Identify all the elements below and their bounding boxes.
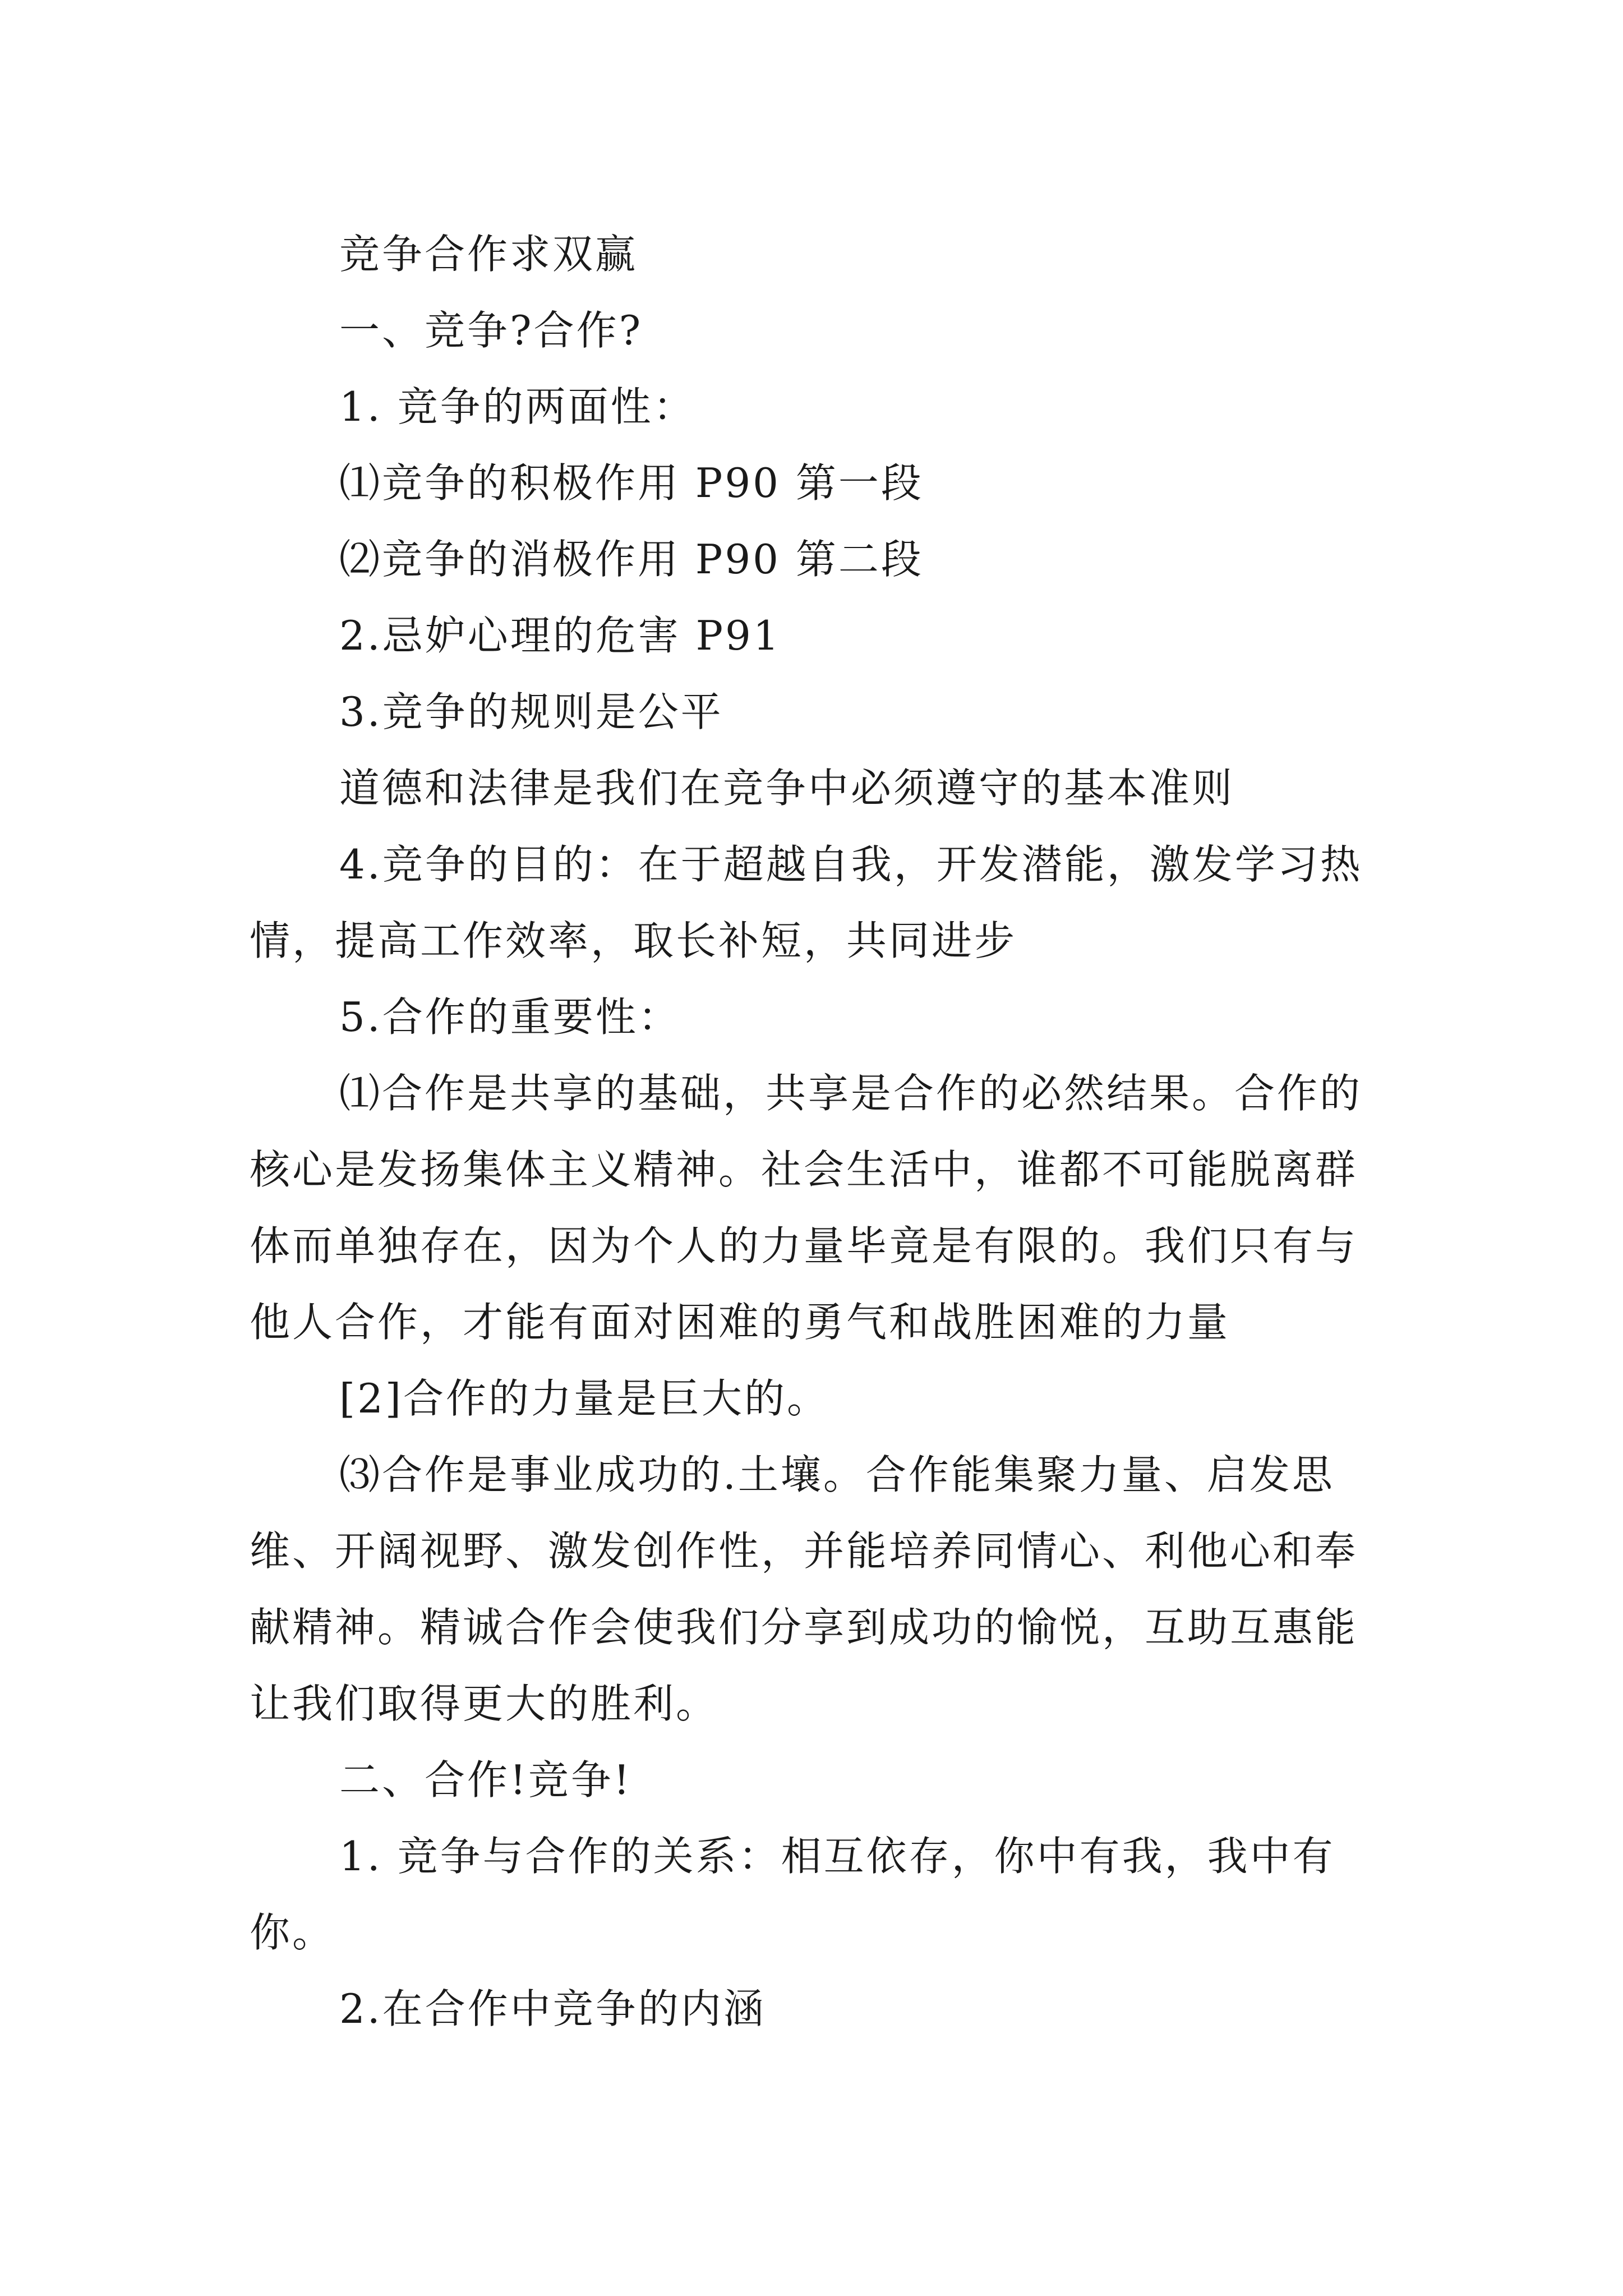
section-1-item-3-note: 道德和法律是我们在竞争中必须遵守的基本准则 bbox=[339, 765, 1235, 812]
section-1-item-5b: [2]合作的力量是巨大的。 bbox=[339, 1375, 829, 1422]
document-body bbox=[250, 216, 1394, 2047]
section-1-item-2: 2.忌妒心理的危害 P91 bbox=[339, 612, 781, 659]
section-1-heading: 一、竞争?合作? bbox=[339, 307, 643, 354]
section-1-item-1: 1. 竞争的两面性： bbox=[339, 383, 696, 430]
section-1-item-1a: ⑴竞争的积极作用 P90 第一段 bbox=[339, 459, 924, 507]
section-1-item-5a: ⑴合作是共享的基础，共享是合作的必然结果。合作的核心是发扬集体主义精神。社会生活中，谁都不可能脱离群体而单独存在，因为个人的力量毕竟是有限的。我们只有与他人合作，才能有面对困难的勇气和战胜困难的力量 bbox=[250, 1070, 1363, 1346]
document-title: 竞争合作求双赢 bbox=[339, 231, 638, 278]
section-1-item-3: 3.竞争的规则是公平 bbox=[339, 688, 723, 735]
section-1-item-4: 4.竞争的目的：在于超越自我，开发潜能，激发学习热情，提高工作效率，取长补短，共同进步 bbox=[250, 841, 1363, 964]
section-2-heading: 二、合作!竞争! bbox=[339, 1756, 632, 1803]
section-1-item-5: 5.合作的重要性： bbox=[339, 993, 681, 1041]
section-1-item-1b: ⑵竞争的消极作用 P90 第二段 bbox=[339, 536, 924, 583]
section-2-item-1: 1. 竞争与合作的关系：相互依存，你中有我，我中有你。 bbox=[250, 1833, 1335, 1956]
section-1-item-5c: ⑶合作是事业成功的.土壤。合作能集聚力量、启发思维、开阔视野、激发创作性，并能培养同情心、利他心和奉献精神。精诚合作会使我们分享到成功的愉悦，互助互惠能让我们取得更大的胜利。 bbox=[250, 1451, 1358, 1727]
section-2-item-2: 2.在合作中竞争的内涵 bbox=[339, 1985, 766, 2032]
